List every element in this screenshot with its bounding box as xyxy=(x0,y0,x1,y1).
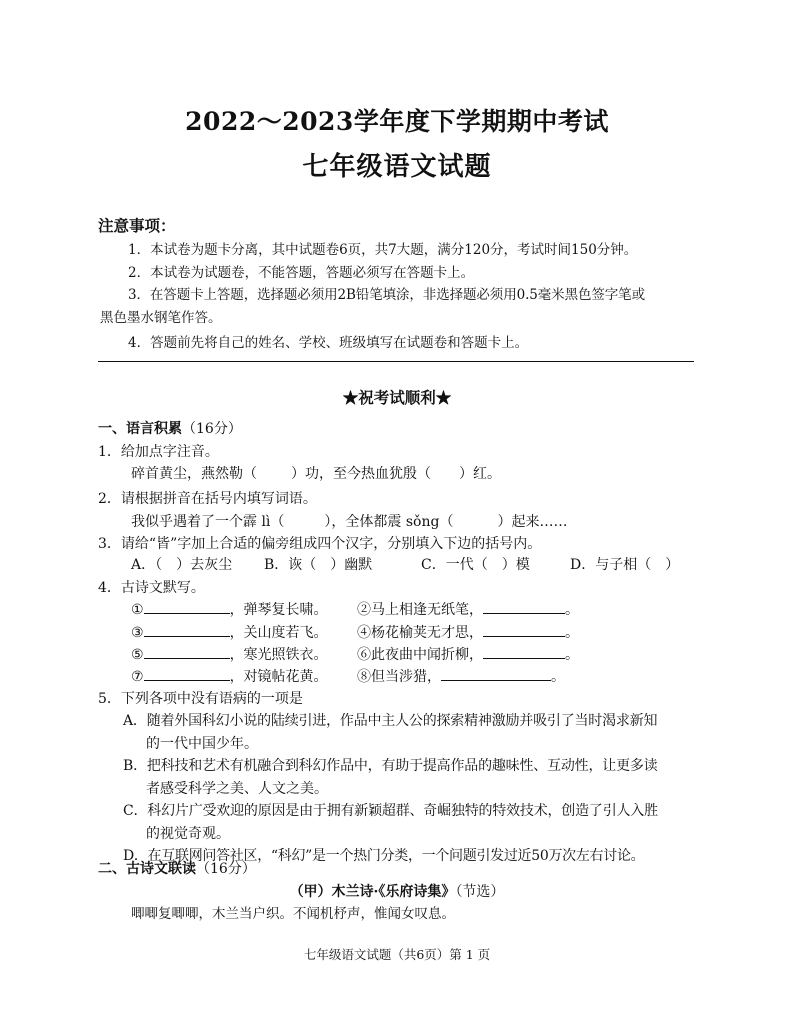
poem-title-text: （甲）木兰诗·《乐府诗集》 xyxy=(289,884,456,900)
notice-item-1: 1．本试卷为题卡分离，其中试题卷6页，共7大题，满分120分，考试时间150分钟。 xyxy=(128,242,638,258)
q4-row-4-left xyxy=(131,667,328,686)
q5-stem: 5．下列各项中没有语病的一项是 xyxy=(98,691,303,707)
q1-stem: 1．给加点字注音。 xyxy=(98,444,219,460)
q4-text-3: ，关山度若飞。 xyxy=(229,625,328,641)
notice-item-2: 2．本试卷为试题卷，不能答题，答题必须写在答题卡上。 xyxy=(128,265,475,281)
q4-num-1: ① xyxy=(131,602,144,618)
q4-blank-7[interactable] xyxy=(144,667,230,681)
section-1-score: （16分） xyxy=(182,421,242,437)
page-footer: 七年级语文试题（共6页）第 1 页 xyxy=(303,947,491,962)
q3-stem: 3．请给“皆”字加上合适的偏旁组成四个汉字，分别填入下边的括号内。 xyxy=(98,536,542,552)
header-divider xyxy=(98,361,694,362)
section-1-heading xyxy=(98,420,242,438)
q4-blank-8[interactable] xyxy=(441,667,551,681)
notice-heading: 注意事项： xyxy=(98,216,176,235)
q4-num-5: ⑤ xyxy=(131,647,144,663)
exam-subtitle: 七年级语文试题 xyxy=(302,152,492,182)
q4-blank-4[interactable] xyxy=(483,623,565,637)
notice-item-3: 3．在答题卡上答题，选择题必须用2B铅笔填涂，非选择题必须用0.5毫米黑色签字笔或 xyxy=(128,287,645,303)
q4-row-2-right xyxy=(357,623,579,642)
q4-row-1-right xyxy=(357,600,579,619)
q3-option-b: B．诙（ ）幽默 xyxy=(264,557,373,573)
q4-text-4: ④杨花榆荚无才思， xyxy=(357,625,483,641)
q4-row-3-right xyxy=(357,645,579,664)
q4-blank-1[interactable] xyxy=(144,600,230,614)
q2-stem: 2．请根据拼音在括号内填写词语。 xyxy=(98,491,317,507)
poem-title-note: （节选） xyxy=(455,884,505,900)
notice-item-3-cont: 黑色墨水钢笔作答。 xyxy=(100,310,222,326)
poem-line-1: 唧唧复唧唧，木兰当户织。不闻机杼声，惟闻女叹息。 xyxy=(131,906,455,922)
q4-text-5: ，寒光照铁衣。 xyxy=(229,647,328,663)
q3-option-d: D．与子相（ ） xyxy=(570,557,680,573)
q2-part-c: ）起来…… xyxy=(497,514,568,530)
q4-blank-5[interactable] xyxy=(144,645,230,659)
q1-part-c: ）红。 xyxy=(459,466,501,482)
q1-line xyxy=(131,465,501,483)
q4-text-2: ②马上相逢无纸笔， xyxy=(357,602,483,618)
q1-part-a: 碎首黄尘，燕然勒（ xyxy=(131,466,257,482)
q5-option-a: A．随着外国科幻小说的陆续引进，作品中主人公的探索精神激励并吸引了当时渴求新知 xyxy=(123,713,658,729)
q4-end-2: 。 xyxy=(565,602,579,618)
good-luck-banner: ★祝考试顺利★ xyxy=(342,388,452,407)
q2-part-a: 我似乎遇着了一个霹 lì（ xyxy=(131,514,285,530)
q3-option-c: C．一代（ ）模 xyxy=(421,557,530,573)
q4-row-4-right xyxy=(357,667,565,686)
q4-row-3-left xyxy=(131,645,328,664)
q4-stem: 4．古诗文默写。 xyxy=(98,580,205,596)
q4-end-4: 。 xyxy=(565,625,579,641)
section-2-title: 二、古诗文联读 xyxy=(98,861,196,877)
q5-option-b: B．把科技和艺术有机融合到科幻作品中，有助于提高作品的趣味性、互动性，让更多读 xyxy=(123,758,658,774)
q5-option-c: C．科幻片广受欢迎的原因是由于拥有新颖超群、奇崛独特的特效技术，创造了引人入胜 xyxy=(123,803,658,819)
q5-option-b-cont: 者感受科学之美、人文之美。 xyxy=(146,781,328,797)
q4-blank-6[interactable] xyxy=(483,645,565,659)
section-2-score: （16分） xyxy=(196,861,256,877)
q5-option-a-cont: 的一代中国少年。 xyxy=(146,736,258,752)
q4-blank-2[interactable] xyxy=(483,600,565,614)
q4-row-1-left xyxy=(131,600,328,619)
q4-text-7: ，对镜帖花黄。 xyxy=(229,669,328,685)
q4-end-8: 。 xyxy=(551,669,565,685)
q1-part-b: ）功，至今热血犹殷（ xyxy=(291,466,431,482)
exam-title: 2022～2023学年度下学期期中考试 xyxy=(185,107,609,136)
q5-option-d: D．在互联网问答社区，“科幻”是一个热门分类，一个问题引发过近50万次左右讨论。 xyxy=(123,848,645,864)
poem-title xyxy=(0,881,794,901)
q4-text-6: ⑥此夜曲中闻折柳， xyxy=(357,647,483,663)
q2-line xyxy=(131,513,567,531)
q4-blank-3[interactable] xyxy=(144,623,230,637)
q3-option-a: A．（ ）去灰尘 xyxy=(131,557,233,573)
q4-row-2-left xyxy=(131,623,328,642)
section-2-heading xyxy=(98,860,256,878)
q4-num-7: ⑦ xyxy=(131,669,144,685)
section-1-title: 一、语言积累 xyxy=(98,421,182,437)
q4-text-8: ⑧但当涉猎， xyxy=(357,669,441,685)
q2-part-b: ），全体都震 sǒng（ xyxy=(324,514,454,530)
q5-option-c-cont: 的视觉奇观。 xyxy=(146,826,230,842)
q4-text-1: ，弹琴复长啸。 xyxy=(229,602,328,618)
q4-num-3: ③ xyxy=(131,625,144,641)
q4-end-6: 。 xyxy=(565,647,579,663)
notice-item-4: 4．答题前先将自己的姓名、学校、班级填写在试题卷和答题卡上。 xyxy=(128,335,529,351)
